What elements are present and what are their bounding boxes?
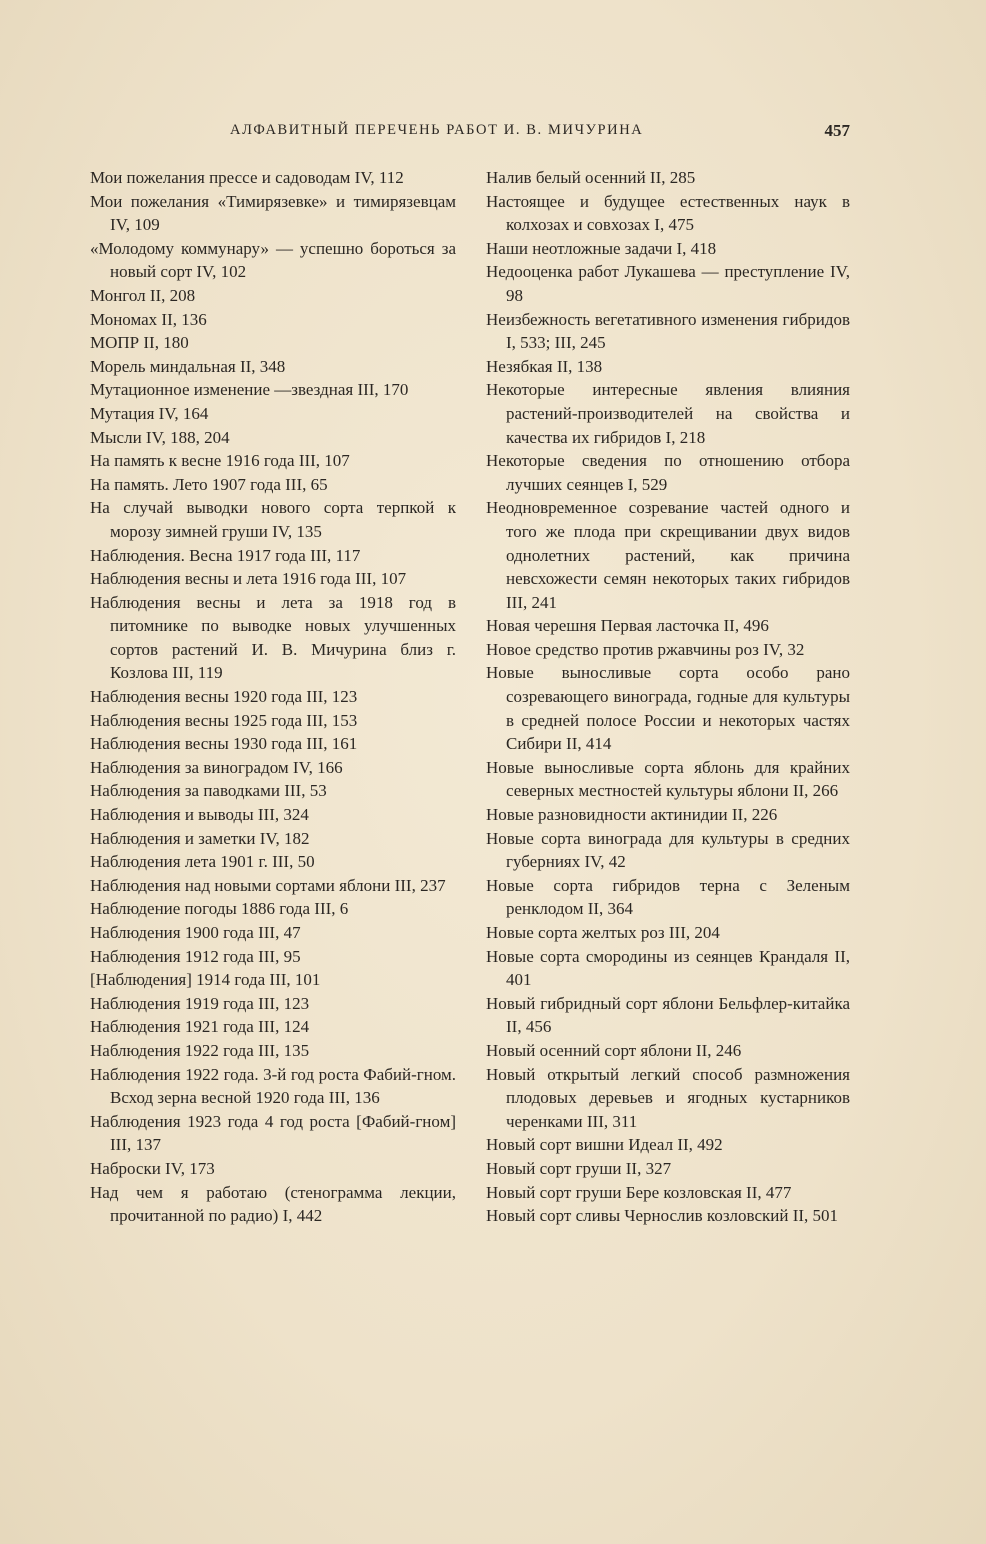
index-entry: Мутация IV, 164 — [90, 403, 209, 423]
index-entry: Новый сорт груши Бере козловская II, 477 — [486, 1182, 792, 1202]
index-entry: Наблюдения за паводками III, 53 — [90, 781, 327, 801]
index-entry: Новые сорта смородины из сеянцев Крандаля II, 401 — [486, 946, 850, 990]
index-entry: Наблюдения 1922 года. 3-й год роста Фабий-гном. Всход зерна весной 1920 года III, 136 — [90, 1064, 456, 1108]
index-entry: Новые выносливые сорта яблонь для крайних северных местностей культуры яблони II, 266 — [486, 757, 850, 801]
index-entry: Наблюдения над новыми сортами яблони III, 237 — [90, 875, 446, 895]
index-entry: Наблюдения за виноградом IV, 166 — [90, 757, 343, 777]
index-entry: «Молодому коммунару» — успешно бороться за новый сорт IV, 102 — [90, 238, 456, 282]
running-header — [90, 122, 850, 148]
index-column-left — [90, 166, 456, 1228]
index-entry: Наши неотложные задачи I, 418 — [486, 238, 717, 258]
index-entry: Наблюдения 1922 года III, 135 — [90, 1040, 310, 1060]
index-entry: Новая черешня Первая ласточка II, 496 — [486, 616, 769, 636]
index-entry: Некоторые сведения по отношению отбора лучших сеянцев I, 529 — [486, 451, 850, 494]
index-entry: Наблюдения весны и лета за 1918 год в питомнике по выводке новых улучшенных сортов растений И. В. Мичурина близ г. Козлова III, 119 — [90, 592, 456, 683]
index-entry: На память к весне 1916 года III, 107 — [90, 451, 350, 471]
index-entry: Наблюдения весны и лета 1916 года III, 107 — [90, 569, 407, 589]
index-entry: Неодновременное созревание частей одного и того же плода при скрещивании двух видов однолетних растений, как причина невсхожести семян некоторых таких гибридов III, 241 — [486, 498, 850, 612]
index-entry: Новое средство против ржавчины роз IV, 32 — [486, 639, 805, 659]
index-entry: Новый гибридный сорт яблони Бельфлер-китайка II, 456 — [486, 993, 850, 1037]
index-entry: Наброски IV, 173 — [90, 1158, 215, 1178]
index-entry: Наблюдения весны 1920 года III, 123 — [90, 687, 358, 707]
index-entry: Мои пожелания прессе и садоводам IV, 112 — [90, 168, 404, 187]
index-entry: Новые сорта желтых роз III, 204 — [486, 923, 720, 942]
index-entry: Мысли IV, 188, 204 — [90, 427, 230, 447]
index-entry: Незябкая II, 138 — [486, 356, 603, 376]
index-entry: Новые выносливые сорта особо рано созревающего винограда, годные для культуры в средней полосе России и некоторых частях Сибири II, 414 — [486, 663, 850, 754]
index-entry: Мои пожелания «Тимирязевке» и тимирязевцам IV, 109 — [90, 191, 456, 235]
index-entry: На случай выводки нового сорта терпкой к морозу зимней груши IV, 135 — [90, 498, 456, 541]
index-entry: МОПР II, 180 — [90, 333, 189, 353]
index-entry: Новые сорта гибридов терна с Зеленым ренклодом II, 364 — [486, 875, 850, 919]
index-entry: Наблюдения 1923 года 4 год роста [Фабий-гном] III, 137 — [90, 1111, 456, 1155]
index-entry: Некоторые интересные явления влияния растений-производителей на свойства и качества их гибридов I, 218 — [486, 380, 850, 447]
page-number: 457 — [824, 121, 850, 140]
index-entry: Новые разновидности актинидии II, 226 — [486, 805, 778, 825]
index-entry: Наблюдения весны 1925 года III, 153 — [90, 710, 358, 730]
index-entry: Морель миндальная II, 348 — [90, 356, 286, 376]
index-entry: Наблюдения 1900 года III, 47 — [90, 923, 301, 942]
index-entry: Наблюдения 1912 года III, 95 — [90, 946, 301, 966]
index-entry: Наблюдения лета 1901 г. III, 50 — [90, 852, 315, 872]
index-entry: Новый открытый легкий способ размножения плодовых деревьев и ягодных кустарников черенками III, 311 — [486, 1064, 850, 1131]
index-entry: [Наблюдения] 1914 года III, 101 — [90, 970, 321, 990]
index-entry: Наблюдения 1921 года III, 124 — [90, 1017, 310, 1037]
index-entry: Над чем я работаю (стенограмма лекции, прочитанной по радио) I, 442 — [90, 1182, 456, 1226]
index-entry: Недооценка работ Лукашева — преступление IV, 98 — [486, 262, 850, 305]
index-entry: Мономах II, 136 — [90, 309, 207, 329]
running-title: АЛФАВИТНЫЙ ПЕРЕЧЕНЬ РАБОТ И. В. МИЧУРИНА — [230, 122, 644, 138]
index-entry: Новый сорт сливы Чернослив козловский II, 501 — [486, 1206, 839, 1226]
index-entry: Наблюдения и заметки IV, 182 — [90, 828, 310, 848]
index-entry: Настоящее и будущее естественных наук в колхозах и совхозах I, 475 — [486, 191, 850, 235]
index-entry: Наблюдения. Весна 1917 года III, 117 — [90, 545, 361, 565]
index-entry: Новые сорта винограда для культуры в средних губерниях IV, 42 — [486, 828, 850, 872]
index-entry: Наблюдения и выводы III, 324 — [90, 805, 309, 825]
index-entry: Налив белый осенний II, 285 — [486, 168, 696, 187]
index-entry: Наблюдения 1919 года III, 123 — [90, 993, 310, 1013]
index-entry: Наблюдения весны 1930 года III, 161 — [90, 734, 358, 754]
index-entry: Неизбежность вегетативного изменения гибридов I, 533; III, 245 — [486, 309, 850, 353]
index-entry: На память. Лето 1907 года III, 65 — [90, 474, 328, 494]
index-entry: Новый сорт вишни Идеал II, 492 — [486, 1135, 723, 1155]
index-entry: Монгол II, 208 — [90, 285, 196, 305]
index-entry: Наблюдение погоды 1886 года III, 6 — [90, 899, 349, 919]
index-entry: Новый сорт груши II, 327 — [486, 1158, 672, 1178]
index-column-right — [486, 166, 850, 1228]
index-entry: Новый осенний сорт яблони II, 246 — [486, 1040, 742, 1060]
index-entry: Мутационное изменение —звездная III, 170 — [90, 380, 409, 400]
